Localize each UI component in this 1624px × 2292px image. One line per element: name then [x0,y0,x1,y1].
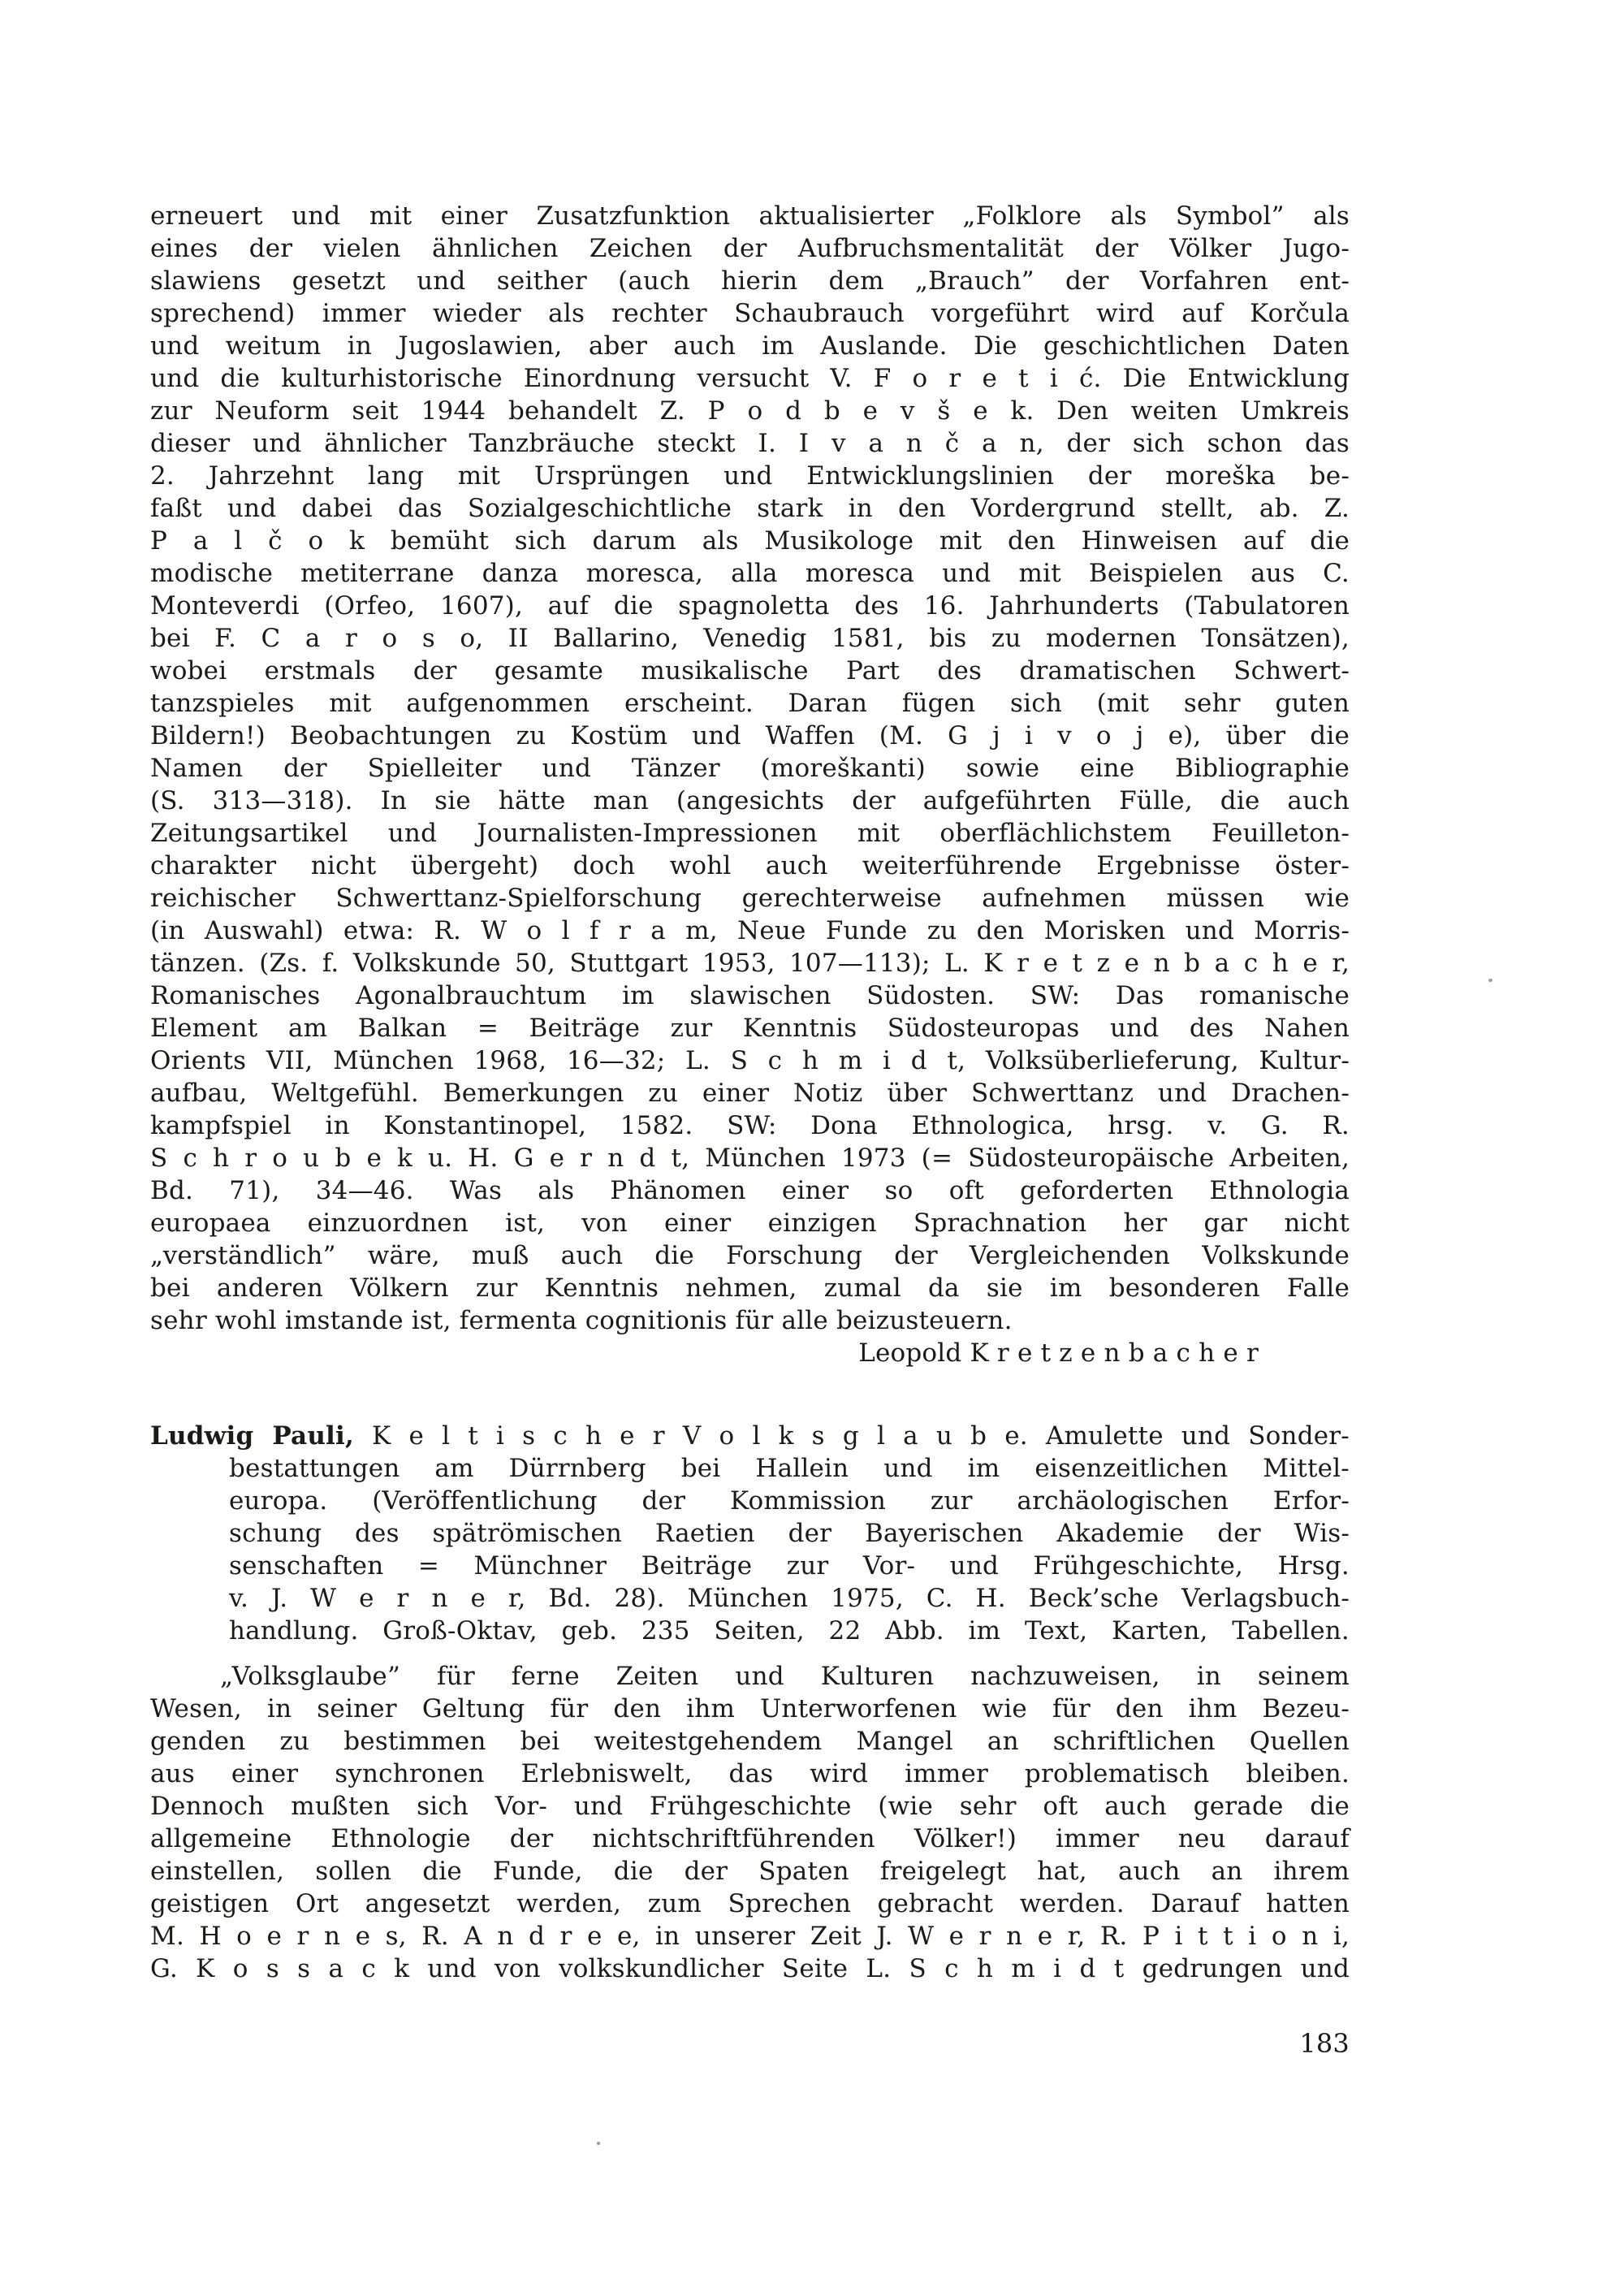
text-line: reichischer Schwerttanz-Spielforschung gerechterweise aufnehmen müssen wie [150,884,1350,913]
entry-heading-line [150,1420,1350,1452]
text-line: genden zu bestimmen bei weitestgehendem Mangel an schriftlichen Quellen [150,1727,1350,1756]
text-line: tanzspieles mit aufgenommen erscheint. Daran fügen sich (mit sehr guten [150,689,1350,718]
text-line: einstellen, sollen die Funde, die der Spaten freigelegt hat, auch an ihrem [150,1857,1350,1886]
review-kretzenbacher-body [150,200,1350,1337]
entry-author: Ludwig Pauli, [150,1421,354,1451]
page-number: 183 [1299,2028,1350,2059]
text-line: M. H o e r n e s, R. A n d r e e, in unserer Zeit J. W e r n e r, R. P i t t i o n i, [150,1922,1350,1951]
text-line: eines der vielen ähnlichen Zeichen der Aufbruchsmentalität der Völker Jugo- [150,234,1350,263]
text-line: bei anderen Völkern zur Kenntnis nehmen, zumal da sie im besonderen Falle [150,1274,1350,1303]
text-line: Monteverdi (Orfeo, 1607), auf die spagnoletta des 16. Jahrhunderts (Tabulatoren [150,591,1350,621]
text-line: Orients VII, München 1968, 16—32; L. S c h m i d t, Volksüberlieferung, Kultur- [150,1046,1350,1075]
text-line: allgemeine Ethnologie der nichtschriftführenden Völker!) immer neu darauf [150,1824,1350,1853]
text-line: Romanisches Agonalbrauchtum im slawischen Südosten. SW: Das romanische [150,981,1350,1010]
text-line: schung des spätrömischen Raetien der Bayerischen Akademie der Wis- [229,1519,1350,1548]
reviewer-signature: Leopold K r e t z e n b a c h e r [858,1338,1259,1368]
text-line: Bildern!) Beobachtungen zu Kostüm und Waffen (M. G j i v o j e), über die [150,721,1350,750]
text-line: senschaften = Münchner Beiträge zur Vor- und Frühgeschichte, Hrsg. [229,1551,1350,1581]
text-line: G. K o s s a c k und von volkskundlicher Seite L. S c h m i d t gedrungen und [150,1954,1350,1983]
text-line: handlung. Groß-Oktav, geb. 235 Seiten, 22 Abb. im Text, Karten, Tabellen. [229,1616,1350,1645]
text-line: tänzen. (Zs. f. Volkskunde 50, Stuttgart 1953, 107—113); L. K r e t z e n b a c h e r, [150,949,1350,978]
scan-artifact-dot [597,2142,600,2145]
text-line: Namen der Spielleiter und Tänzer (moreškanti) sowie eine Bibliographie [150,754,1350,783]
text-line: europa. (Veröffentlichung der Kommission zur archäologischen Erfor- [229,1486,1350,1516]
text-line: erneuert und mit einer Zusatzfunktion aktualisierter „Folklore als Symbol” als [150,201,1350,231]
text-line: und weitum in Jugoslawien, aber auch im Auslande. Die geschichtlichen Daten [150,331,1350,361]
review-pauli-body [150,1660,1350,1985]
text-line: bei F. C a r o s o, II Ballarino, Venedig 1581, bis zu modernen Tonsätzen), [150,624,1350,653]
text-line: v. J. W e r n e r, Bd. 28). München 1975, C. H. Beck’sche Verlagsbuch- [229,1584,1350,1613]
text-line: „verständlich” wäre, muß auch die Forschung der Vergleichenden Volkskunde [150,1241,1350,1270]
text-line: dieser und ähnlicher Tanzbräuche steckt I. I v a n č a n, der sich schon das [150,429,1350,458]
text-line: 2. Jahrzehnt lang mit Ursprüngen und Entwicklungslinien der moreška be- [150,461,1350,491]
text-line: europaea einzuordnen ist, von einer einzigen Sprachnation her gar nicht [150,1209,1350,1238]
text-line: aus einer synchronen Erlebniswelt, das wird immer problematisch bleiben. [150,1759,1350,1788]
text-line: modische metiterrane danza moresca, alla moresca und mit Beispielen aus C. [150,559,1350,588]
text-line: sehr wohl imstande ist, fermenta cognitionis für alle beizusteuern. [150,1306,1013,1335]
text-line: (in Auswahl) etwa: R. W o l f r a m, Neue Funde zu den Morisken und Morris- [150,916,1350,945]
text-line: kampfspiel in Konstantinopel, 1582. SW: Dona Ethnologica, hrsg. v. G. R. [150,1111,1350,1140]
text-line: Dennoch mußten sich Vor- und Frühgeschichte (wie sehr oft auch gerade die [150,1792,1350,1821]
text-line: P a l č o k bemüht sich darum als Musikologe mit den Hinweisen auf die [150,526,1350,556]
text-line: sprechend) immer wieder als rechter Schaubrauch vorgeführt wird auf Korčula [150,299,1350,328]
entry-continuation-lines [150,1452,1350,1647]
text-line: zur Neuform seit 1944 behandelt Z. P o d b e v š e k. Den weiten Umkreis [150,396,1350,426]
entry-title: K e l t i s c h e r V o l k s g l a u b e. Amulette und Sonder- [354,1421,1350,1451]
text-line: wobei erstmals der gesamte musikalische Part des dramatischen Schwert- [150,656,1350,685]
text-line: und die kulturhistorische Einordnung versucht V. F o r e t i ć. Die Entwicklung [150,364,1350,393]
text-line: charakter nicht übergeht) doch wohl auch weiterführende Ergebnisse öster- [150,851,1350,880]
scan-artifact-dot [1488,979,1492,982]
text-line: Bd. 71), 34—46. Was als Phänomen einer so oft geforderten Ethnologia [150,1176,1350,1205]
text-line: faßt und dabei das Sozialgeschichtliche stark in den Vordergrund stellt, ab. Z. [150,494,1350,523]
text-line: bestattungen am Dürrnberg bei Hallein und im eisenzeitlichen Mittel- [229,1454,1350,1483]
review-pauli-section [150,1420,1350,1985]
text-line: geistigen Ort angesetzt werden, zum Sprechen gebracht werden. Darauf hatten [150,1889,1350,1918]
text-line: (S. 313—318). In sie hätte man (angesichts der aufgeführten Fülle, die auch [150,786,1350,815]
text-line: Zeitungsartikel und Journalisten-Impressionen mit oberflächlichstem Feuilleton- [150,819,1350,848]
page-text-block [150,200,1350,2060]
text-line: „Volksglaube” für ferne Zeiten und Kulturen nachzuweisen, in seinem [220,1662,1350,1691]
text-line: Wesen, in seiner Geltung für den ihm Unterworfenen wie für den ihm Bezeu- [150,1694,1350,1723]
review-pauli-bibliographic-entry [150,1420,1350,1647]
text-line: S c h r o u b e k u. H. G e r n d t, München 1973 (= Südosteuropäische Arbeiten, [150,1144,1350,1173]
review-kretzenbacher-section [150,200,1350,1369]
text-line: Element am Balkan = Beiträge zur Kenntnis Südosteuropas und des Nahen [150,1014,1350,1043]
text-line: slawiens gesetzt und seither (auch hierin dem „Brauch” der Vorfahren ent- [150,266,1350,296]
text-line: aufbau, Weltgefühl. Bemerkungen zu einer Notiz über Schwerttanz und Drachen- [150,1079,1350,1108]
